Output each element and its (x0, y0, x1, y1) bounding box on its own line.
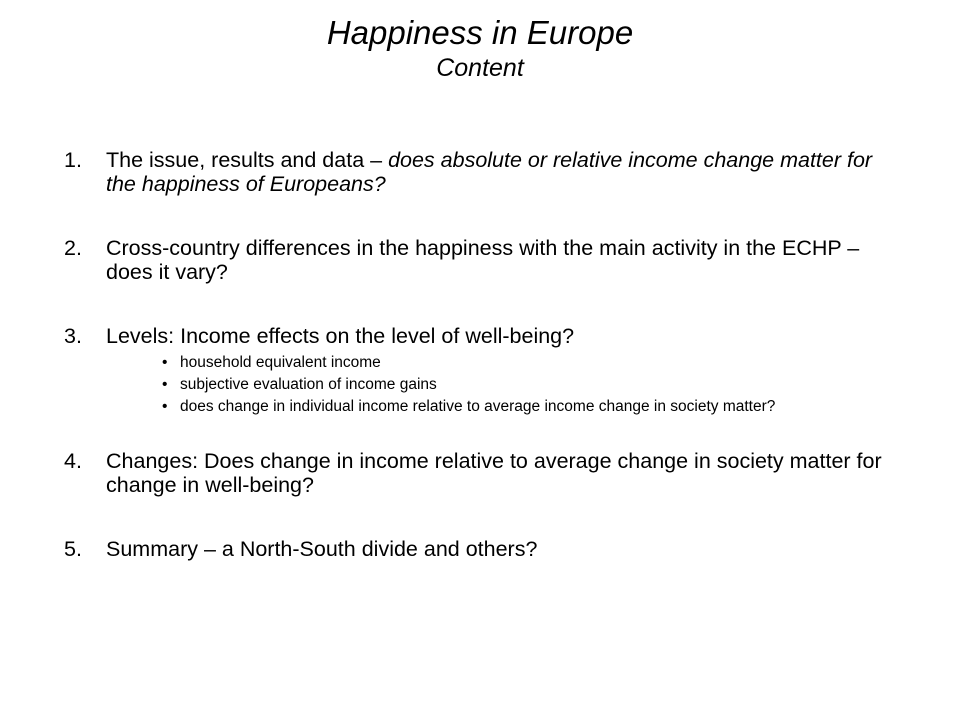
list-item-1 (64, 148, 884, 196)
list-item-4 (64, 449, 884, 497)
sub-list-item (162, 398, 862, 415)
item-text: Levels: Income effects on the level of well-being? (106, 324, 575, 348)
bullet-icon: • (162, 398, 168, 415)
sub-list-item (162, 354, 862, 371)
item-number: 2. (64, 236, 82, 260)
item-text-plain: The issue, results and data – (106, 148, 389, 172)
item-text: Changes: Does change in income relative to average change in society matter for change in well-being? (106, 449, 882, 497)
sub-item-text: subjective evaluation of income gains (180, 376, 437, 393)
title-block (0, 13, 960, 83)
item-text-italic: does absolute or relative income change matter for the happiness of Europeans? (106, 148, 873, 196)
bullet-icon: • (162, 354, 168, 371)
bullet-icon: • (162, 376, 168, 393)
sub-list (162, 354, 862, 415)
sub-item-text: does change in individual income relative to average income change in society matter? (180, 398, 776, 415)
list-item-3 (64, 324, 884, 348)
list-item-5 (64, 537, 884, 561)
item-text: Summary – a North-South divide and others? (106, 537, 538, 561)
item-number: 3. (64, 324, 82, 348)
sub-list-item (162, 376, 862, 393)
item-number: 4. (64, 449, 82, 473)
slide-subtitle: Content (436, 53, 524, 82)
slide-title: Happiness in Europe (326, 14, 634, 51)
item-number: 5. (64, 537, 82, 561)
list-item-2 (64, 236, 884, 284)
content-list (64, 148, 884, 561)
item-number: 1. (64, 148, 82, 172)
sub-item-text: household equivalent income (180, 354, 381, 371)
item-text: Cross-country differences in the happiness with the main activity in the ECHP – does it vary? (106, 236, 860, 284)
